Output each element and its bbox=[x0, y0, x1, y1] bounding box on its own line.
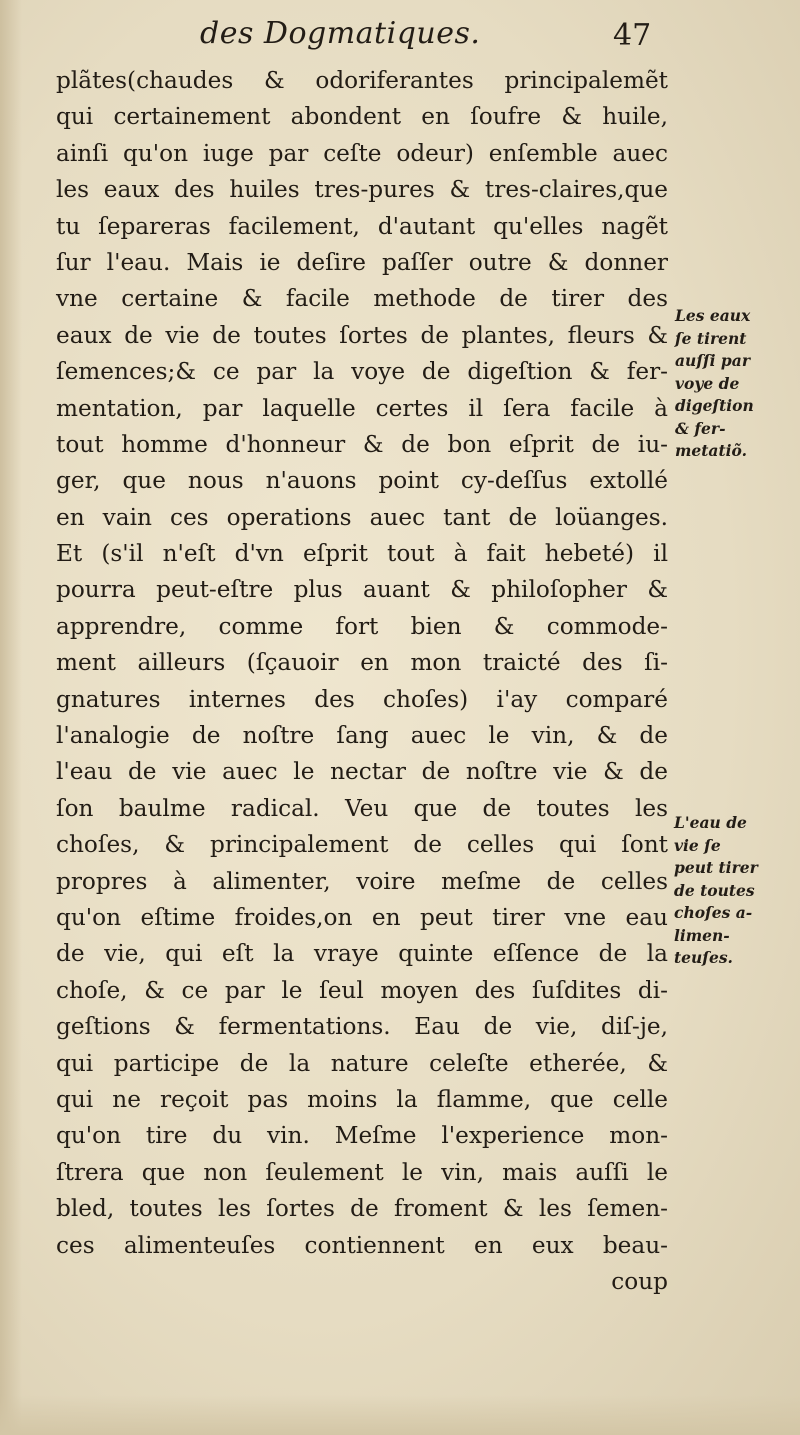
text-line: tu ſepareras facilement, d'autant qu'elles nagẽt bbox=[56, 212, 668, 240]
text-line: les eaux des huiles tres-pures & tres-claires,que bbox=[56, 176, 668, 204]
text-line: ſemences;& ce par la voye de digeſtion & fer- bbox=[56, 358, 668, 386]
page-number: 47 bbox=[613, 18, 652, 53]
margin-note-line: choſes a- bbox=[674, 903, 753, 922]
margin-note-line: de toutes bbox=[674, 880, 755, 900]
text-line: apprendre, comme fort bien & commode- bbox=[56, 612, 668, 640]
text-line: ſon baulme radical. Veu que de toutes les bbox=[56, 794, 668, 822]
body-text bbox=[56, 63, 668, 1300]
margin-note-line: digeſtion bbox=[675, 396, 754, 415]
text-line: mentation, par laquelle certes il ſera facile à bbox=[56, 394, 668, 422]
text-line: propres à alimenter, voire meſme de celles bbox=[56, 867, 668, 895]
margin-note-line: L'eau de bbox=[674, 813, 747, 832]
text-line: qui ne reçoit pas moins la flamme, que celle bbox=[56, 1085, 668, 1113]
margin-note-line: vie ſe bbox=[674, 835, 721, 855]
text-line: pourra peut-eſtre plus auant & philoſopher & bbox=[56, 576, 668, 604]
text-line: choſe, & ce par le ſeul moyen des ſuſdites di- bbox=[56, 976, 668, 1004]
text-line: plãtes(chaudes & odoriferantes principalemẽt bbox=[56, 67, 668, 94]
margin-note-eau-de-vie-choses-alimenteuses bbox=[674, 812, 758, 970]
text-line: l'eau de vie auec le nectar de noſtre vie & de bbox=[56, 758, 668, 786]
text-line: en vain ces operations auec tant de loüanges. bbox=[56, 503, 668, 531]
margin-note-line: teuſes. bbox=[674, 948, 733, 967]
text-line: eaux de vie de toutes ſortes de plantes, fleurs & bbox=[56, 321, 668, 349]
text-line: ger, que nous n'auons point cy-deſſus extollé bbox=[56, 467, 668, 495]
text-line: qui participe de la nature celeſte etherée, & bbox=[56, 1049, 668, 1077]
margin-note-line: auſſi par bbox=[675, 351, 750, 370]
text-line: qu'on tire du vin. Meſme l'experience mon- bbox=[56, 1122, 668, 1150]
text-line: bled, toutes les ſortes de froment & les ſemen- bbox=[56, 1195, 668, 1223]
text-line: vne certaine & facile methode de tirer des bbox=[56, 285, 668, 313]
text-line: Et (s'il n'eſt d'vn eſprit tout à fait hebeté) il bbox=[56, 540, 668, 568]
margin-note-line: peut tirer bbox=[674, 858, 758, 877]
margin-note-line: Les eaux bbox=[675, 306, 751, 325]
text-line: coup bbox=[611, 1267, 668, 1295]
margin-note-eaux-de-vie-digestion bbox=[675, 305, 754, 463]
running-head: des Dogmatiques. bbox=[200, 16, 481, 51]
margin-note-line: limen- bbox=[674, 925, 730, 945]
text-line: ment ailleurs (ſçauoir en mon traicté des ſi- bbox=[56, 649, 668, 677]
text-line: ces alimenteuſes contiennent en eux beau- bbox=[56, 1231, 668, 1259]
margin-note-line: & fer- bbox=[675, 418, 726, 438]
text-line: de vie, qui eſt la vraye quinte eſſence de la bbox=[56, 940, 668, 968]
text-line: qui certainement abondent en ſoufre & huile, bbox=[56, 103, 668, 131]
page-left-shadow bbox=[0, 0, 22, 1435]
margin-note-line: voye de bbox=[675, 373, 740, 393]
page-bottom-shadow bbox=[0, 1395, 800, 1435]
text-line: tout homme d'honneur & de bon eſprit de iu- bbox=[56, 430, 668, 458]
text-line: ſtrera que non ſeulement le vin, mais auſſi le bbox=[56, 1158, 668, 1186]
text-line: qu'on eſtime froides,on en peut tirer vne eau bbox=[56, 903, 668, 931]
text-line: ainſi qu'on iuge par ceſte odeur) enſemble auec bbox=[56, 139, 668, 167]
page-header bbox=[0, 16, 800, 60]
text-line: geſtions & fermentations. Eau de vie, diſ-je, bbox=[56, 1013, 668, 1041]
text-line: l'analogie de noſtre ſang auec le vin, & de bbox=[56, 722, 668, 750]
margin-note-line: metatiõ. bbox=[675, 441, 747, 460]
margin-note-line: ſe tirent bbox=[675, 328, 747, 348]
text-line: choſes, & principalement de celles qui ſont bbox=[56, 831, 668, 859]
text-line: ſur l'eau. Mais ie deſire paſſer outre & donner bbox=[56, 248, 668, 276]
text-line: gnatures internes des choſes) i'ay comparé bbox=[56, 685, 668, 713]
